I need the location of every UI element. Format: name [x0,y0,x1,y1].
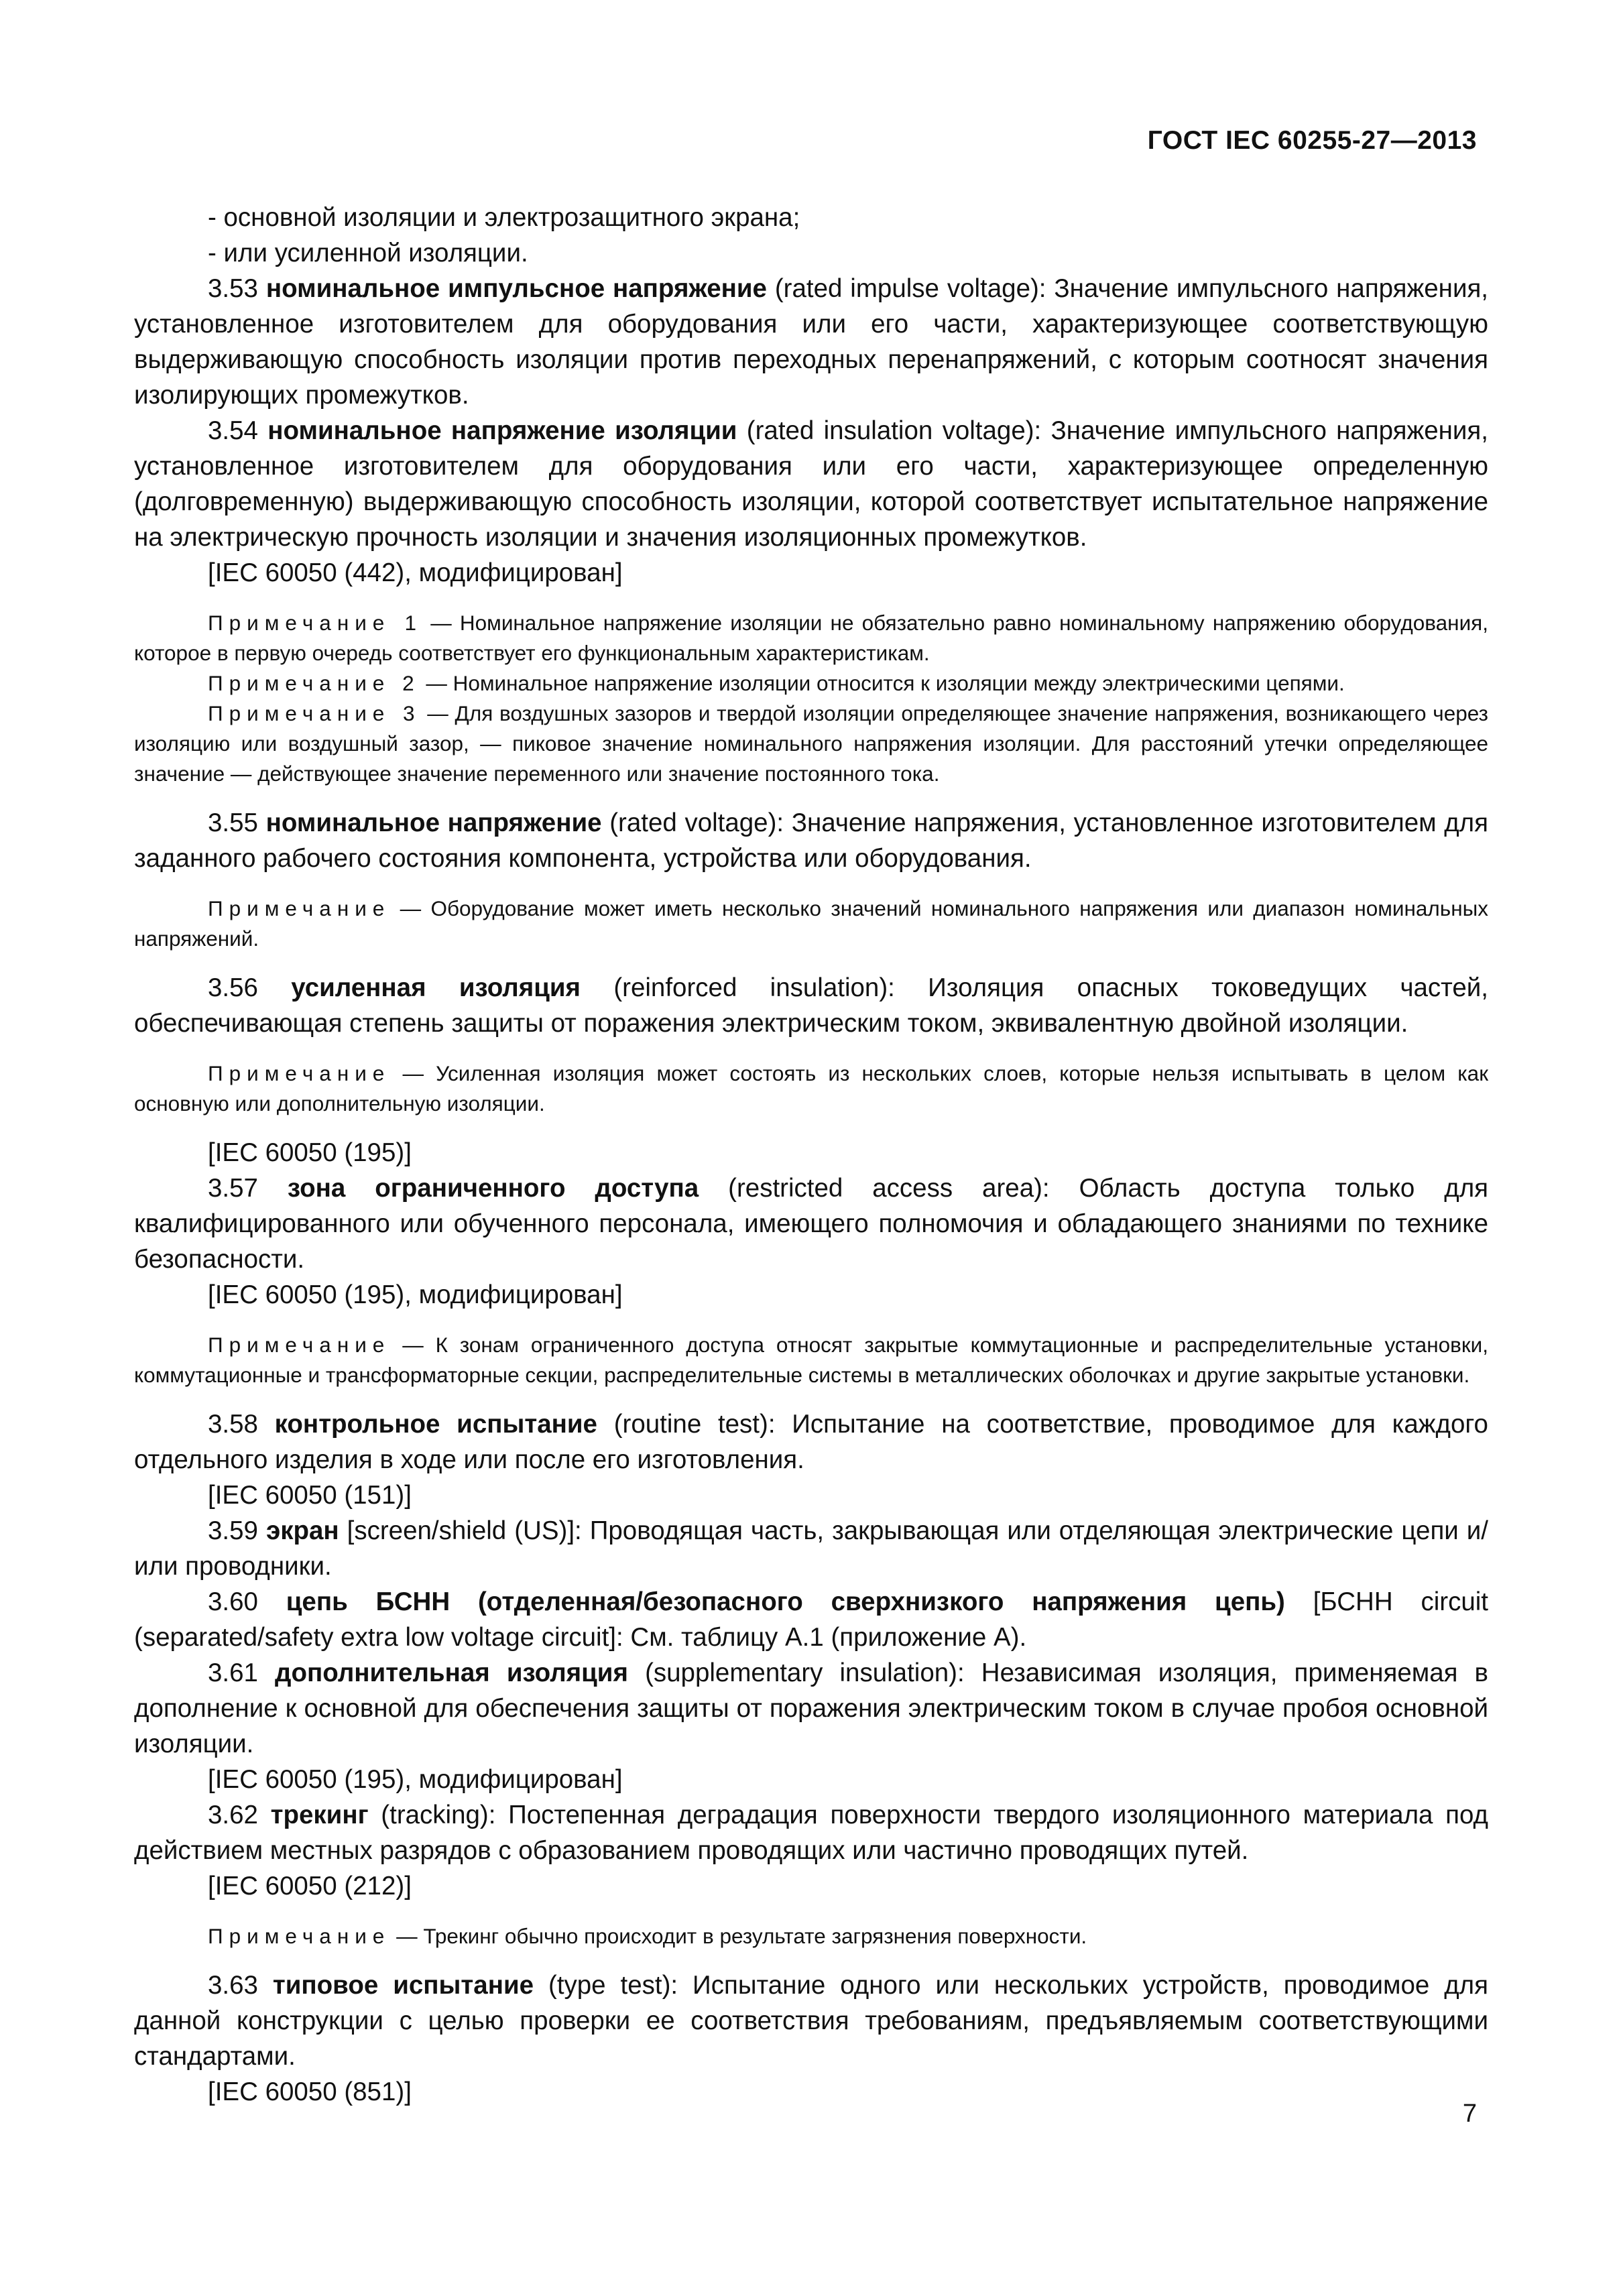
term-title: экран [265,1516,339,1545]
reference-text: [IEC 60050 (442), модифицирован] [208,558,623,587]
term-text: (rated voltage): Значение напряжения, установленное изготовителем для заданного рабочего состояния компонента, устройства или оборудования. [134,808,1488,873]
term-title: цепь БСНН (отделенная/безопасного сверхнизкого напряжения цепь) [286,1587,1285,1616]
term-text: [БСНН circuit (separated/safety extra low voltage circuit]: См. таблицу А.1 (приложение А). [134,1587,1488,1652]
term-number: 3.62 [208,1801,258,1829]
note-label: Примечание 3 [208,701,421,725]
term-number: 3.55 [208,808,258,837]
reference-text: [IEC 60050 (195)] [208,1138,412,1167]
note-text: — Оборудование может иметь несколько значений номинального напряжения или диапазон номинальных напряжений. [134,896,1488,951]
term-definition [134,271,1488,413]
term-number: 3.58 [208,1410,258,1439]
note-label: Примечание 2 [208,671,420,695]
reference-text: [IEC 60050 (151)] [208,1481,412,1510]
reference-text: [IEC 60050 (195), модифицирован] [208,1280,623,1309]
term-definition [134,1513,1488,1584]
reference-text: [IEC 60050 (195), модифицирован] [208,1765,623,1794]
note [134,1330,1488,1390]
note [134,608,1488,668]
term-definition [134,805,1488,876]
note-text: — Для воздушных зазоров и твердой изоляции определяющее значение напряжения, возникающего через изоляцию или воздушный зазор, — пиковое значение номинального напряжения изоляции. Для расстояний утечки определяющее значение — действующее значение переменного или значение постоянного тока. [134,701,1488,786]
reference [134,1277,1488,1313]
term-title: номинальное импульсное напряжение [265,274,767,303]
term-text: (restricted access area): Область доступа только для квалифицированного или обученного персонала, имеющего полномочия и обладающего знаниями по технике безопасности. [134,1174,1489,1274]
term-title: дополнительная изоляция [275,1658,628,1687]
term-definition [134,1584,1488,1655]
term-text: (routine test): Испытание на соответствие, проводимое для каждого отдельного изделия в ходе или после его изготовления. [134,1410,1488,1474]
term-definition [134,1406,1488,1477]
term-number: 3.57 [208,1174,258,1203]
term-title: усиленная изоляция [291,973,581,1002]
note-label: Примечание [208,1333,391,1357]
term-text: [screen/shield (US)]: Проводящая часть, закрывающая или отделяющая электрические цепи и/или проводники. [134,1516,1488,1581]
note-text: — Номинальное напряжение изоляции не обязательно равно номинальному напряжению оборудования, которое в первую очередь соответствует его функциональным характеристикам. [134,611,1488,665]
note-text: — Номинальное напряжение изоляции относится к изоляции между электрическими цепями. [426,671,1345,695]
reference [134,1135,1488,1170]
term-text: (rated impulse voltage): Значение импульсного напряжения, установленное изготовителем для оборудования или его части, характеризующее соответствующую выдерживающую способность изоляции против переходных перенапряжений, с которым соотносят значения изолирующих промежутков. [134,274,1488,410]
term-title: номинальное напряжение [265,808,602,837]
reference [134,1868,1488,1904]
note-text: — Трекинг обычно происходит в результате загрязнения поверхности. [396,1924,1087,1948]
term-number: 3.59 [208,1516,258,1545]
paragraph-text: - или усиленной изоляции. [208,239,528,267]
term-title: номинальное напряжение изоляции [267,416,737,445]
note [134,1921,1488,1951]
note [134,894,1488,954]
note [134,1059,1488,1119]
term-number: 3.61 [208,1658,258,1687]
term-text: (type test): Испытание одного или нескольких устройств, проводимое для данной конструкции с целью проверки ее соответствия требованиям, предъявляемым соответствующими стандартами. [134,1971,1488,2071]
term-definition [134,1655,1488,1762]
term-title: зона ограниченного доступа [287,1174,699,1203]
note-text: — Усиленная изоляция может состоять из нескольких слоев, которые нельзя испытывать в целом как основную или дополнительную изоляции. [134,1061,1488,1115]
document-body [134,200,1488,2110]
document-header: ГОСТ IEC 60255-27—2013 [1147,126,1477,155]
reference [134,1762,1488,1797]
reference [134,1477,1488,1513]
paragraph [134,235,1488,271]
term-text: (rated insulation voltage): Значение импульсного напряжения, установленное изготовителем для оборудования или его части, характеризующее определенную (долговременную) выдерживающую способность изоляции, которой соответствует испытательное напряжение на электрическую прочность изоляции и значения изоляционных промежутков. [134,416,1488,552]
note [134,699,1488,789]
term-title: трекинг [270,1801,369,1829]
page-number: 7 [1462,2100,1477,2128]
paragraph-text: - основной изоляции и электрозащитного экрана; [208,203,800,232]
reference [134,2074,1488,2110]
reference-text: [IEC 60050 (851)] [208,2077,412,2106]
note-label: Примечание [208,1924,391,1948]
note [134,668,1488,699]
note-label: Примечание [208,1061,391,1085]
note-text: — К зонам ограниченного доступа относят закрытые коммутационные и распределительные установки, коммутационные и трансформаторные секции, распределительные системы в металлических оболочках и другие закрытые установки. [134,1333,1488,1387]
term-definition [134,1797,1488,1868]
term-definition [134,1968,1488,2074]
term-number: 3.63 [208,1971,258,2000]
term-number: 3.54 [208,416,258,445]
term-number: 3.60 [208,1587,258,1616]
note-label: Примечание [208,896,391,920]
term-number: 3.53 [208,274,258,303]
term-title: контрольное испытание [274,1410,597,1439]
term-definition [134,1170,1488,1277]
term-title: типовое испытание [272,1971,534,2000]
term-text: (supplementary insulation): Независимая изоляция, применяемая в дополнение к основной для обеспечения защиты от поражения электрическим током в случае пробоя основной изоляции. [134,1658,1489,1758]
reference [134,555,1488,591]
term-definition [134,413,1488,555]
term-text: (reinforced insulation): Изоляция опасных токоведущих частей, обеспечивающая степень защиты от поражения электрическим током, эквивалентную двойной изоляции. [134,973,1488,1038]
term-text: (tracking): Постепенная деградация поверхности твердого изоляционного материала под действием местных разрядов с образованием проводящих или частично проводящих путей. [134,1801,1488,1865]
note-label: Примечание 1 [208,611,423,635]
reference-text: [IEC 60050 (212)] [208,1872,412,1900]
term-number: 3.56 [208,973,258,1002]
paragraph [134,200,1488,235]
term-definition [134,970,1488,1041]
